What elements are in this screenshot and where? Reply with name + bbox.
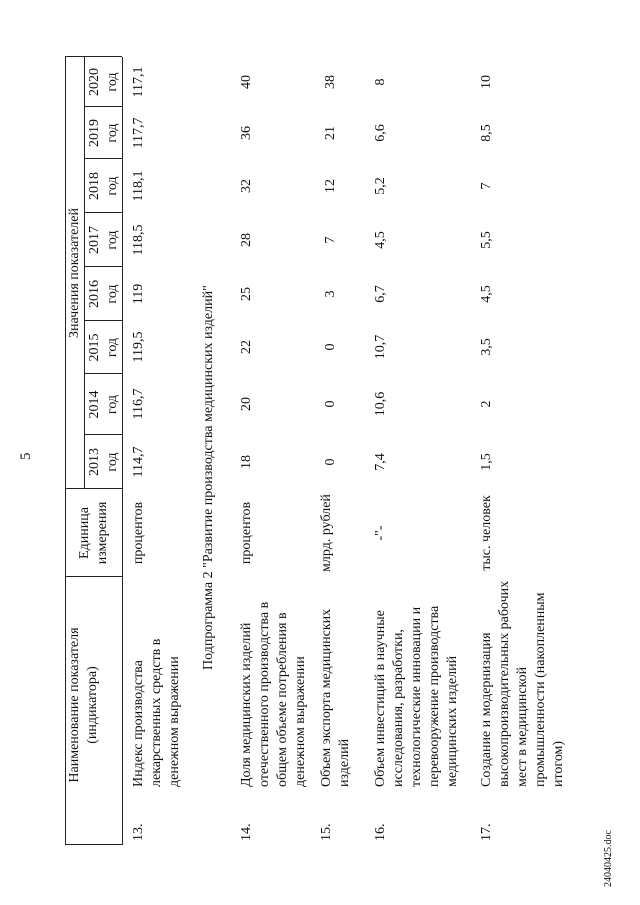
cell-value: 4,5	[373, 231, 388, 249]
cell-value: 8,5	[479, 124, 494, 142]
page-number: 5	[18, 452, 34, 460]
row-name: Доля медицинских изделий отечественного производства в общем объеме потребления в денежном выражении	[239, 601, 308, 787]
cell-value: 7	[323, 236, 338, 244]
year-header: 2016 год	[87, 280, 120, 308]
row-unit: процентов	[131, 501, 146, 565]
cell-value: 40	[239, 75, 254, 89]
year-header: 2014 год	[87, 390, 120, 419]
row-number: 14.	[239, 823, 254, 841]
cell-value: 119	[131, 283, 146, 305]
cell-value: 21	[323, 126, 338, 140]
cell-value: 10,6	[373, 391, 388, 417]
cell-value: 8	[373, 78, 388, 86]
cell-value: 36	[239, 126, 254, 140]
row-number: 17.	[479, 823, 494, 841]
year-header: 2015 год	[87, 333, 120, 362]
year-header: 2019 год	[87, 119, 120, 147]
row-name: Создание и модернизация высокопроизводительных рабочих мест в медицинской промышленности (накопленным итогом)	[479, 580, 566, 787]
subprogram-title: Подпрограмма 2 "Развитие производства медицинских изделий"	[201, 285, 216, 670]
header-divider	[65, 844, 122, 845]
row-name: Индекс производства лекарственных средств в денежном выражении	[131, 638, 182, 787]
cell-value: 12	[323, 179, 338, 193]
cell-value: 5,5	[479, 231, 494, 249]
row-name: Объем инвестиций в научные исследования, разработки, технологические инновации и перевооружение производства медицинских изделий	[373, 605, 460, 787]
year-header: 2013 год	[87, 448, 120, 476]
header-values-group: Значения показателей	[67, 207, 82, 339]
year-header: 2020 год	[87, 68, 120, 96]
row-unit: -"-	[373, 525, 388, 541]
cell-value: 10,7	[373, 334, 388, 360]
cell-value: 117,1	[131, 66, 146, 98]
cell-value: 0	[323, 400, 338, 408]
cell-value: 114,7	[131, 446, 146, 478]
cell-value: 18	[239, 455, 254, 469]
cell-value: 6,6	[373, 124, 388, 142]
cell-value: 116,7	[131, 388, 146, 420]
cell-value: 0	[323, 343, 338, 351]
header-unit-column: Единица измерения	[77, 501, 110, 565]
cell-value: 25	[239, 287, 254, 301]
cell-value: 32	[239, 179, 254, 193]
cell-value: 28	[239, 233, 254, 247]
header-name-column: Наименование показателя (индикатора)	[67, 627, 100, 783]
cell-value: 5,2	[373, 177, 388, 195]
year-header: 2017 год	[87, 226, 120, 254]
cell-value: 118,1	[131, 170, 146, 202]
year-header: 2018 год	[87, 172, 120, 200]
file-name: 24040425.doc	[603, 830, 614, 887]
cell-value: 20	[239, 397, 254, 411]
row-name: Объем экспорта медицинских изделий	[319, 608, 352, 787]
row-unit: тыс. человек	[479, 495, 494, 571]
cell-value: 6,7	[373, 285, 388, 303]
row-unit: млрд. рублей	[319, 494, 334, 572]
row-unit: процентов	[239, 501, 254, 565]
cell-value: 118,5	[131, 224, 146, 256]
row-number: 16.	[373, 823, 388, 841]
cell-value: 117,7	[131, 117, 146, 149]
cell-value: 119,5	[131, 331, 146, 363]
cell-value: 2	[479, 400, 494, 408]
cell-value: 7,4	[373, 453, 388, 471]
cell-value: 7	[479, 182, 494, 190]
header-bottom-rule	[122, 57, 123, 845]
header-divider	[65, 576, 122, 577]
cell-value: 10	[479, 75, 494, 89]
cell-value: 0	[323, 458, 338, 466]
cell-value: 22	[239, 340, 254, 354]
row-number: 15.	[319, 823, 334, 841]
cell-value: 3,5	[479, 338, 494, 356]
values-group-rule	[84, 57, 85, 489]
cell-value: 4,5	[479, 285, 494, 303]
cell-value: 3	[323, 290, 338, 298]
cell-value: 1,5	[479, 453, 494, 471]
row-number: 13.	[131, 823, 146, 841]
cell-value: 38	[323, 75, 338, 89]
